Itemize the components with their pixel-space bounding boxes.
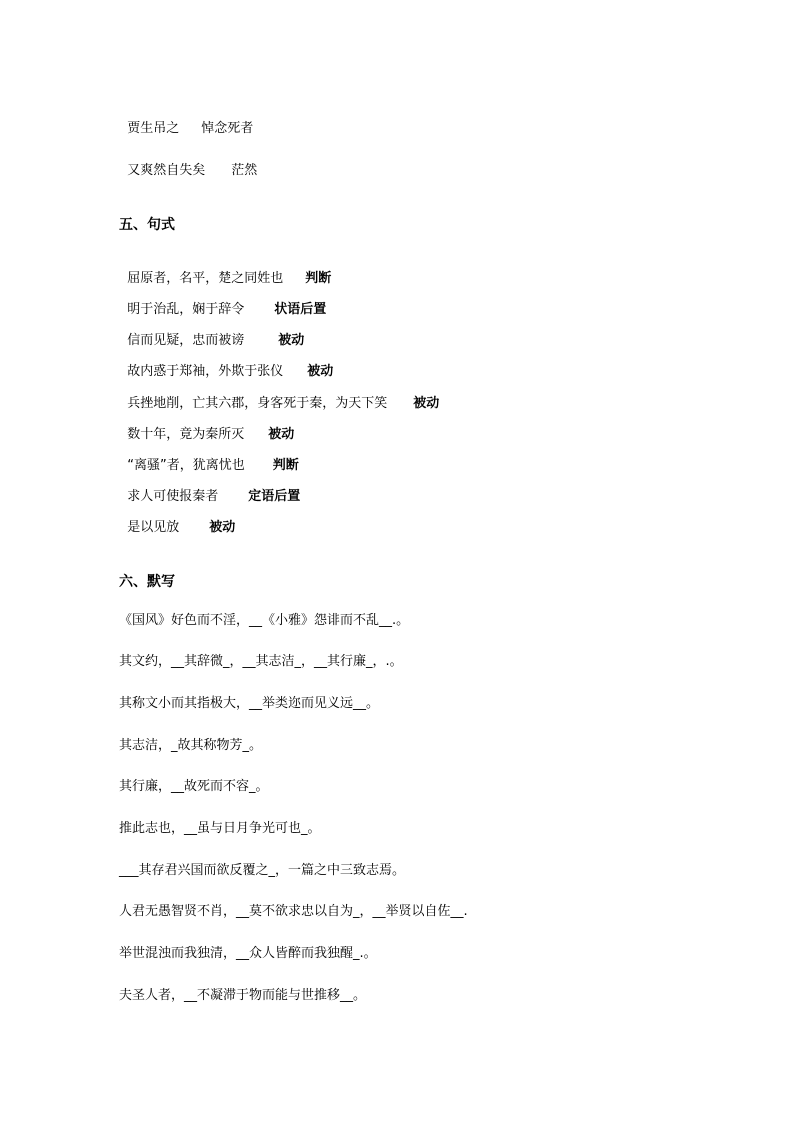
vocab-line-2 — [119, 147, 257, 179]
syntax-sentence: 是以见放 — [127, 520, 180, 535]
dictation-line: 其志洁，_故其称物芳_。 — [119, 738, 263, 753]
dictation-line: 举世混浊而我独清，__众人皆醉而我独醒_.。 — [119, 946, 377, 961]
syntax-sentence: 信而见疑，忠而被谤 — [127, 333, 245, 348]
syntax-type: 被动 — [209, 520, 236, 535]
syntax-type: 状语后置 — [274, 302, 327, 317]
section-heading-dictation: 六、默写 — [119, 574, 175, 590]
syntax-type: 被动 — [278, 333, 305, 348]
section-heading-syntax: 五、句式 — [119, 217, 175, 233]
syntax-sentence: 兵挫地削，亡其六郡，身客死于秦，为天下笑 — [127, 396, 388, 411]
syntax-item — [119, 473, 300, 505]
syntax-type: 判断 — [305, 271, 332, 286]
syntax-sentence: 数十年，竟为秦所灭 — [127, 427, 245, 442]
dictation-line: 人君无愚智贤不肖，__莫不欲求忠以自为_，__举贤以自佐__. — [119, 904, 468, 919]
syntax-item — [119, 348, 333, 380]
syntax-type: 被动 — [413, 396, 440, 411]
dictation-line: ___其存君兴国而欲反覆之_，一篇之中三致志焉。 — [119, 863, 406, 878]
syntax-item — [119, 411, 294, 443]
syntax-item — [119, 286, 326, 318]
dictation-line: 推此志也，__虽与日月争光可也_。 — [119, 821, 321, 836]
vocab-meaning: 茫然 — [231, 163, 258, 178]
dictation-line: 夫圣人者，__不凝滞于物而能与世推移__。 — [119, 988, 367, 1003]
syntax-item — [119, 380, 439, 412]
syntax-item — [119, 255, 331, 287]
dictation-line: 其称文小而其指极大，__举类迩而见义远__。 — [119, 696, 380, 711]
syntax-type: 被动 — [307, 364, 334, 379]
syntax-type: 被动 — [268, 427, 295, 442]
syntax-type: 判断 — [272, 458, 299, 473]
syntax-sentence: 求人可使报秦者 — [127, 489, 219, 504]
dictation-line: 其行廉，__故死而不容_。 — [119, 779, 269, 794]
syntax-item — [119, 317, 304, 349]
syntax-item — [119, 504, 235, 536]
syntax-sentence: 明于治乱，娴于辞令 — [127, 302, 245, 317]
dictation-line: 其文约，__其辞微_，__其志洁_，__其行廉_，.。 — [119, 654, 403, 669]
syntax-sentence: “离骚”者，犹离忧也 — [127, 458, 245, 473]
syntax-item — [119, 442, 299, 474]
dictation-line: 《国风》好色而不淫，__《小雅》怨诽而不乱__.。 — [119, 613, 410, 628]
vocab-text: 又爽然自失矣 — [127, 163, 206, 178]
syntax-sentence: 故内惑于郑袖，外欺于张仪 — [127, 364, 284, 379]
syntax-type: 定语后置 — [248, 489, 301, 504]
vocab-text: 贾生吊之 — [127, 121, 180, 136]
vocab-line-1 — [119, 105, 253, 137]
vocab-meaning: 悼念死者 — [201, 121, 254, 136]
syntax-sentence: 屈原者，名平，楚之同姓也 — [127, 271, 284, 286]
